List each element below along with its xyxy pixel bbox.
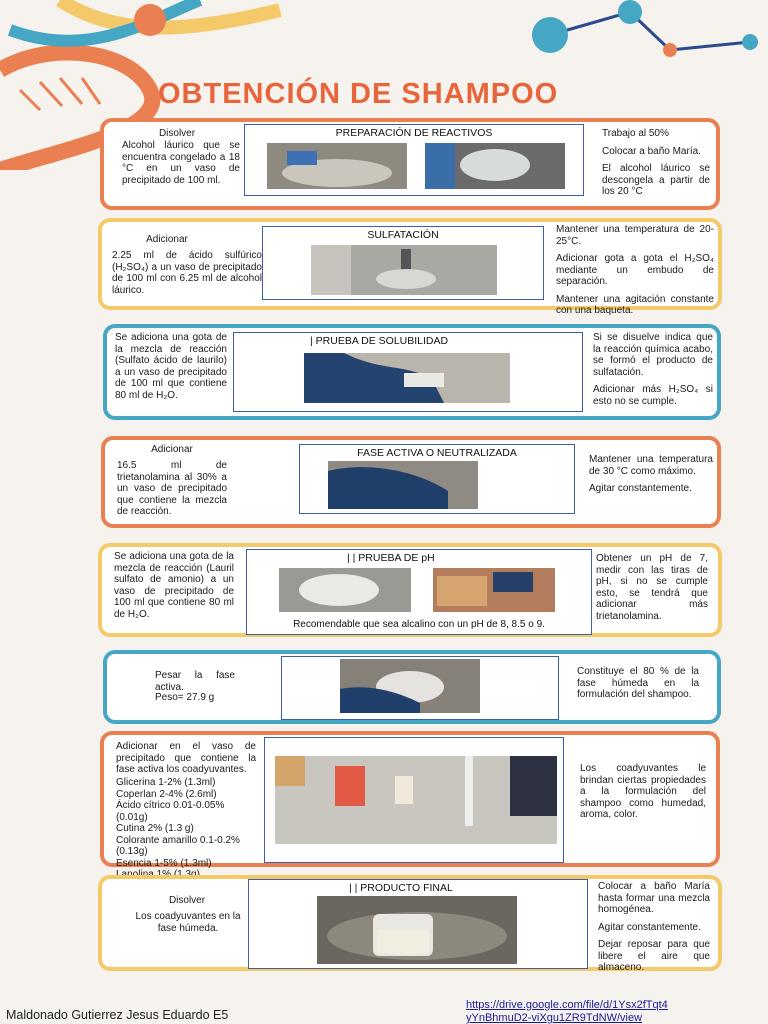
left-text: Adicionar en el vaso de precipitado que contiene la fase activa los coadyuvantes. xyxy=(116,741,256,775)
left-text: Alcohol láurico que se encuentra congelado a 18 °C en un vaso de precipitado de 100 ml. xyxy=(122,140,240,186)
photo-final-product xyxy=(317,896,517,964)
photo-frame xyxy=(299,444,575,514)
photo-frame xyxy=(246,549,592,635)
photo-weighing xyxy=(340,659,480,713)
panel-sulfatacion xyxy=(98,218,722,316)
right-text: Mantener una temperatura de 30 °C como máximo. Agitar constantemente. xyxy=(589,454,713,494)
right-text: Colocar a baño María hasta formar una mezcla homogénea. Agitar constantemente. Dejar reposar para que libere el aire que almaceno. xyxy=(598,881,710,973)
photo-frame xyxy=(262,226,544,300)
ph-caption: Recomendable que sea alcalino con un pH de 8, 8.5 o 9. xyxy=(293,619,545,630)
drive-link[interactable]: https://drive.google.com/file/d/1Ysx2fTqt4 yYnBhmuD2-viXgu1ZR9TdNW/view xyxy=(466,999,668,1024)
left-text: Los coadyuvantes en la fase húmeda. xyxy=(135,911,241,934)
photo-frame xyxy=(233,332,583,412)
left-text: 16.5 ml de trietanolamina al 30% a un vaso de precipitado que contiene la mezcla de reacción. xyxy=(117,460,227,517)
molecule-decoration xyxy=(510,0,768,80)
left-text: Se adiciona una gota de la mezcla de reacción (Lauril sulfato de amonio) a un vaso de precipitado de 100 ml que contiene 80 ml de H₂O. xyxy=(114,551,234,620)
photo-ph-beaker xyxy=(279,568,411,612)
left-text: Pesar la fase activa. xyxy=(155,670,235,693)
photo-frame xyxy=(248,879,588,969)
panel-fase-activa xyxy=(101,436,721,528)
weight-text: Peso= 27.9 g xyxy=(155,692,215,703)
photo-ph-strips xyxy=(433,568,555,612)
photo-beaker xyxy=(425,143,565,189)
left-heading: Adicionar xyxy=(146,234,188,245)
section-title: | | PRUEBA DE pH xyxy=(347,552,435,564)
photo-frame xyxy=(244,124,584,196)
right-text: Si se disuelve indica que la reacción química acabo, se formó el producto de sulfatación. Adicionar más H₂SO₄ si esto no se cumple. xyxy=(593,332,713,407)
right-text: Obtener un pH de 7, medir con las tiras de pH, si no se cumple esto, se tendrá que adicionar más trietanolamina. xyxy=(596,553,708,622)
photo-frame xyxy=(264,737,564,863)
left-heading: Disolver xyxy=(168,895,206,906)
left-text: 2.25 ml de ácido sulfúrico (H₂SO₄) a un vaso de precipitado de 100 ml con 6.25 ml de alcohol láurico. xyxy=(112,250,262,296)
panel-peso xyxy=(103,650,721,724)
section-title: FASE ACTIVA O NEUTRALIZADA xyxy=(357,447,517,459)
panel-solubilidad xyxy=(103,324,721,420)
panel-preparacion xyxy=(100,118,720,210)
section-title: | | PRODUCTO FINAL xyxy=(349,882,453,894)
panel-coadyuvantes xyxy=(100,731,720,867)
photo-water-bath xyxy=(267,143,407,189)
photo-solubility-test xyxy=(304,353,510,403)
right-text: Los coadyuvantes le brindan ciertas propiedades a la formulación del shampoo como humedad, aroma, color. xyxy=(580,763,706,820)
page-title: OBTENCIÓN DE SHAMPOO xyxy=(158,78,559,110)
photo-frame xyxy=(281,656,559,720)
right-text: Mantener una temperatura de 20-25°C. Adicionar gota a gota el H₂SO₄ mediante un embudo de separación. Mantener una agitación constante con una baqueta. xyxy=(556,224,714,316)
section-title: | PRUEBA DE SOLUBILIDAD xyxy=(310,335,449,347)
photo-neutralization xyxy=(328,461,478,509)
photo-separation-funnel xyxy=(311,245,497,295)
section-title: SULFATACIÓN xyxy=(367,229,439,241)
ingredients-list: Glicerina 1-2% (1.3ml) Coperlan 2-4% (2.6ml) Ácido cítrico 0.01-0.05% (0.01g) Cutina 2% (1.3 g) Colorante amarillo 0.1-0.2% (0.13g) Esencia 1-5% (1.3ml) xyxy=(116,777,240,869)
section-title: PREPARACIÓN DE REACTIVOS xyxy=(335,127,493,139)
left-heading: Adicionar xyxy=(151,444,193,455)
right-text: Constituye el 80 % de la fase húmeda en la formulación del shampoo. xyxy=(577,666,699,700)
photo-ingredients xyxy=(275,756,557,844)
left-text: Se adiciona una gota de la mezcla de reacción (Sulfato ácido de laurilo) a un vaso de precipitado de 100 ml que contiene 80 ml de H₂O. xyxy=(115,332,227,401)
author-name: Maldonado Gutierrez Jesus Eduardo E5 xyxy=(6,1008,229,1022)
right-text: Trabajo al 50% Colocar a baño María. El alcohol láurico se descongela a partir de los 20 °C xyxy=(602,128,710,197)
left-heading: Disolver xyxy=(158,128,196,139)
panel-ph xyxy=(98,543,722,637)
panel-producto-final xyxy=(98,875,722,971)
